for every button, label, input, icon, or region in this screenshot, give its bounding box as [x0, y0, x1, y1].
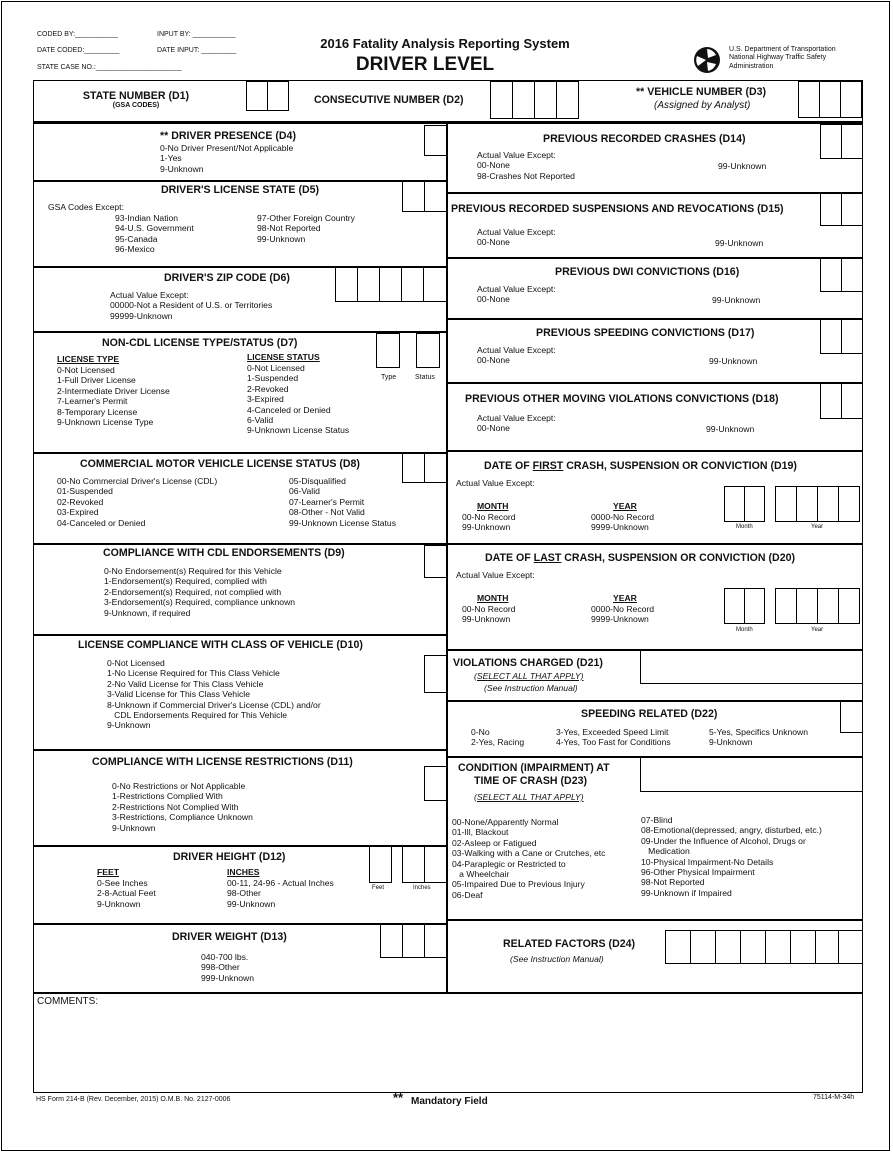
d11-codes: 0-No Restrictions or Not Applicable 1-Restrictions Complied With 2-Restrictions Not Complied With 3-Restrictions, Compliance Unknown 9-Unknown [112, 781, 253, 833]
d24-box-1[interactable] [665, 930, 691, 964]
d8-title: COMMERCIAL MOTOR VEHICLE LICENSE STATUS (D8) [80, 458, 360, 470]
d3-subtitle: (Assigned by Analyst) [654, 100, 751, 111]
d5-codes-col2: 97-Other Foreign Country 98-Not Reported 99-Unknown [257, 213, 355, 244]
d16-unknown: 99-Unknown [712, 295, 761, 305]
d20-year-label: Year [811, 627, 824, 633]
d20-month-codes: 00-No Record 99-Unknown [462, 604, 516, 625]
state-case-field[interactable]: STATE CASE NO.:______________________ [37, 64, 182, 71]
d20-year-head: YEAR [613, 593, 637, 603]
d20-month-box-2[interactable] [744, 588, 765, 624]
d10-title: LICENSE COMPLIANCE WITH CLASS OF VEHICLE (D10) [78, 639, 363, 651]
d16-box-1[interactable] [820, 258, 842, 292]
d21-title: VIOLATIONS CHARGED (D21) [453, 657, 603, 669]
d20-year-box-1[interactable] [775, 588, 797, 624]
d20-year-box-3[interactable] [817, 588, 839, 624]
d14-box-2[interactable] [841, 124, 863, 159]
d8-codes-col2: 05-Disqualified 06-Valid 07-Learner's Permit 08-Other - Not Valid 99-Unknown License Status [289, 476, 397, 528]
d13-title: DRIVER WEIGHT (D13) [172, 931, 287, 943]
d19-year-codes: 0000-No Record 9999-Unknown [591, 512, 655, 533]
d22-box[interactable] [840, 701, 863, 733]
d19-month-box-1[interactable] [724, 486, 745, 522]
d9-codes: 0-No Endorsement(s) Required for this Vehicle 1-Endorsement(s) Required, complied with 2-Endorsement(s) Required, not complied with 3-Endorsement(s) Required, compliance unknown 9-Unknown, if required [104, 566, 296, 618]
d19-month-label: Month [736, 524, 753, 530]
d14-unknown: 99-Unknown [718, 161, 767, 171]
d15-box-2[interactable] [841, 193, 863, 226]
d15-unknown: 99-Unknown [715, 238, 764, 248]
d20-year-codes: 0000-No Record 9999-Unknown [591, 604, 655, 625]
d4-title: ** DRIVER PRESENCE (D4) [160, 130, 296, 142]
d20-intro: Actual Value Except: [456, 570, 535, 580]
d6-codes: Actual Value Except: 00000-Not a Resident of U.S. or Territories 99999-Unknown [110, 290, 273, 321]
d23-select-all: (SELECT ALL THAT APPLY) [474, 792, 584, 802]
d24-note: (See Instruction Manual) [510, 954, 604, 964]
d19-intro: Actual Value Except: [456, 478, 535, 488]
d20-month-head: MONTH [477, 593, 509, 603]
d9-title: COMPLIANCE WITH CDL ENDORSEMENTS (D9) [103, 547, 345, 559]
d7-status-head: LICENSE STATUS [247, 352, 320, 362]
d17-unknown: 99-Unknown [709, 356, 758, 366]
d3-box-1[interactable] [798, 81, 820, 118]
d9-box[interactable] [424, 545, 447, 578]
d7-title: NON-CDL LICENSE TYPE/STATUS (D7) [102, 337, 298, 349]
d18-title: PREVIOUS OTHER MOVING VIOLATIONS CONVICTIONS (D18) [465, 393, 779, 405]
d12-inches-head: INCHES [227, 867, 260, 877]
d16-box-2[interactable] [841, 258, 863, 292]
footer-stars: ** [393, 1090, 404, 1105]
d12-feet-label: Feet [372, 885, 385, 891]
input-by-field[interactable]: INPUT BY: ___________ [157, 31, 236, 38]
d6-box-4[interactable] [401, 267, 424, 302]
d20-year-box-2[interactable] [796, 588, 818, 624]
d11-title: COMPLIANCE WITH LICENSE RESTRICTIONS (D11) [92, 756, 353, 768]
d11-box[interactable] [424, 766, 447, 801]
d18-box-2[interactable] [841, 383, 863, 419]
d3-box-2[interactable] [819, 81, 841, 118]
d24-box-7[interactable] [815, 930, 839, 964]
d19-month-codes: 00-No Record 99-Unknown [462, 512, 516, 533]
d19-year-head: YEAR [613, 501, 637, 511]
d2-box-3[interactable] [534, 81, 557, 119]
d21-select-all: (SELECT ALL THAT APPLY) [474, 671, 584, 681]
d20-title: DATE OF LAST CRASH, SUSPENSION OR CONVICTION (D20) [485, 552, 796, 564]
d10-box[interactable] [424, 655, 447, 693]
d12-title: DRIVER HEIGHT (D12) [173, 851, 286, 863]
d5-title: DRIVER'S LICENSE STATE (D5) [160, 184, 320, 196]
d24-box-3[interactable] [715, 930, 741, 964]
d21-entry-box[interactable] [640, 650, 863, 684]
d23-entry-box[interactable] [640, 757, 863, 792]
d1-box-1[interactable] [246, 81, 268, 111]
d24-box-5[interactable] [765, 930, 791, 964]
d1-subtitle: (GSA CODES) [112, 102, 160, 109]
d19-month-head: MONTH [477, 501, 509, 511]
system-title: 2016 Fatality Analysis Reporting System [320, 36, 570, 51]
d4-box[interactable] [424, 125, 447, 156]
d13-box-2[interactable] [402, 924, 425, 958]
d23-codes-col2: 07-Blind 08-Emotional(depressed, angry, disturbed, etc.) 09-Under the Influence of Alcohol, Drugs or Medication 10-Physical Impairment-No Details 96-Other Physical Impairment 98-Not Reported 99-Unknown if Impaired [641, 815, 822, 898]
d7-status-label: Status [415, 374, 435, 381]
d18-box-1[interactable] [820, 383, 842, 419]
d14-title: PREVIOUS RECORDED CRASHES (D14) [543, 133, 746, 145]
footer-form-number: HS Form 214-B (Rev. December, 2015) O.M.B. No. 2127-0006 [36, 1096, 231, 1103]
d2-box-4[interactable] [556, 81, 579, 119]
d8-box-1[interactable] [402, 453, 425, 483]
d3-title: ** VEHICLE NUMBER (D3) [636, 86, 767, 98]
d1-box-2[interactable] [267, 81, 289, 111]
dot-logo-icon [693, 46, 721, 74]
d17-box-2[interactable] [841, 319, 863, 354]
d6-title: DRIVER'S ZIP CODE (D6) [164, 272, 290, 284]
d8-codes-col1: 00-No Commercial Driver's License (CDL) 01-Suspended 02-Revoked 03-Expired 04-Canceled or Denied [57, 476, 218, 528]
d24-box-6[interactable] [790, 930, 816, 964]
footer-code: 75114-M-34h [813, 1094, 855, 1101]
d12-feet-codes: 0-See Inches 2-8-Actual Feet 9-Unknown [97, 878, 156, 909]
d14-box-1[interactable] [820, 124, 842, 159]
d15-codes: Actual Value Except: 00-None [477, 227, 556, 248]
d16-title: PREVIOUS DWI CONVICTIONS (D16) [555, 266, 740, 278]
d23-title-line2: TIME OF CRASH (D23) [474, 775, 588, 787]
d5-intro: GSA Codes Except: [48, 202, 124, 212]
d18-codes: Actual Value Except: 00-None [477, 413, 556, 434]
d19-year-box-1[interactable] [775, 486, 797, 522]
d12-feet-box[interactable] [369, 846, 392, 883]
d7-status-codes: 0-Not Licensed 1-Suspended 2-Revoked 3-Expired 4-Canceled or Denied 6-Valid 9-Unknown License Status [247, 363, 350, 436]
d22-codes-col2: 3-Yes, Exceeded Speed Limit 4-Yes, Too Fast for Conditions [556, 727, 671, 748]
d7-type-codes: 0-Not Licensed 1-Full Driver License 2-Intermediate Driver License 7-Learner's Permit 8-Temporary License 9-Unknown License Type [57, 365, 170, 428]
date-coded-field[interactable]: DATE CODED:_________ [37, 47, 120, 54]
d13-codes: 040-700 lbs. 998-Other 999-Unknown [201, 952, 255, 983]
d7-type-label: Type [381, 374, 397, 381]
d12-feet-head: FEET [97, 867, 119, 877]
d19-title: DATE OF FIRST CRASH, SUSPENSION OR CONVICTION (D19) [484, 460, 797, 472]
d21-note: (See Instruction Manual) [484, 683, 578, 693]
d13-box-1[interactable] [380, 924, 403, 958]
d12-inches-box-1[interactable] [402, 846, 425, 883]
d10-codes: 0-Not Licensed 1-No License Required for This Class Vehicle 2-No Valid License for This Class Vehicle 3-Valid License for This Class Vehicle 8-Unknown if Commercial Driver's License (CDL) and/or CDL Endorsements Required for This Vehicle 9-Unknown [107, 658, 321, 731]
d14-codes: Actual Value Except: 00-None 98-Crashes Not Reported [477, 150, 575, 181]
d19-year-box-3[interactable] [817, 486, 839, 522]
d24-box-8[interactable] [838, 930, 863, 964]
d17-box-1[interactable] [820, 319, 842, 354]
d17-codes: Actual Value Except: 00-None [477, 345, 556, 366]
d24-box-2[interactable] [690, 930, 716, 964]
date-input-field[interactable]: DATE INPUT: _________ [157, 47, 237, 54]
d5-box-1[interactable] [402, 181, 425, 212]
d15-box-1[interactable] [820, 193, 842, 226]
d19-year-box-4[interactable] [838, 486, 860, 522]
d18-unknown: 99-Unknown [706, 424, 755, 434]
d20-month-label: Month [736, 627, 753, 633]
d19-month-box-2[interactable] [744, 486, 765, 522]
d22-codes-col3: 5-Yes, Specifics Unknown 9-Unknown [709, 727, 809, 748]
d2-box-1[interactable] [490, 81, 513, 119]
d7-type-head: LICENSE TYPE [57, 354, 120, 364]
d6-box-2[interactable] [357, 267, 380, 302]
d7-type-box[interactable] [376, 333, 400, 368]
d6-box-5[interactable] [423, 267, 447, 302]
d20-year-box-4[interactable] [838, 588, 860, 624]
d3-box-3[interactable] [840, 81, 862, 118]
d12-inches-codes: 00-11, 24-96 - Actual Inches 98-Other 99-Unknown [227, 878, 334, 909]
d6-box-3[interactable] [379, 267, 402, 302]
coded-by-field[interactable]: CODED BY:___________ [37, 31, 118, 38]
d7-status-box[interactable] [416, 333, 440, 368]
footer-mandatory: Mandatory Field [411, 1096, 488, 1107]
d22-title: SPEEDING RELATED (D22) [581, 708, 718, 720]
d19-year-label: Year [811, 524, 824, 530]
comments-label: COMMENTS: [37, 996, 99, 1007]
form-title: DRIVER LEVEL [355, 54, 495, 75]
d5-codes-col1: 93-Indian Nation 94-U.S. Government 95-Canada 96-Mexico [115, 213, 194, 255]
d16-codes: Actual Value Except: 00-None [477, 284, 556, 305]
d13-box-3[interactable] [424, 924, 447, 958]
d15-title: PREVIOUS RECORDED SUSPENSIONS AND REVOCATIONS (D15) [451, 203, 784, 215]
d2-box-2[interactable] [512, 81, 535, 119]
d12-inches-label: Inches [413, 885, 431, 891]
d6-box-1[interactable] [335, 267, 358, 302]
d24-box-4[interactable] [740, 930, 766, 964]
d23-codes-col1: 00-None/Apparently Normal 01-Ill, Blackout 02-Asleep or Fatigued 03-Walking with a Cane or Crutches, etc 04-Paraplegic or Restricted to a Wheelchair 05-Impaired Due to Previous Injury 06-Deaf [452, 817, 606, 900]
d4-codes: 0-No Driver Present/Not Applicable 1-Yes 9-Unknown [160, 143, 294, 174]
d12-inches-box-2[interactable] [424, 846, 447, 883]
d2-title: CONSECUTIVE NUMBER (D2) [314, 94, 464, 106]
d19-year-box-2[interactable] [796, 486, 818, 522]
d5-box-2[interactable] [424, 181, 447, 212]
d8-box-2[interactable] [424, 453, 447, 483]
d1-title: STATE NUMBER (D1) [82, 90, 190, 102]
d22-codes-col1: 0-No 2-Yes, Racing [471, 727, 525, 748]
d24-title: RELATED FACTORS (D24) [503, 938, 636, 950]
d17-title: PREVIOUS SPEEDING CONVICTIONS (D17) [536, 327, 755, 339]
agency-name: U.S. Department of Transportation National Highway Traffic Safety Administration [729, 46, 836, 70]
comments-area[interactable] [34, 1008, 861, 1091]
d20-month-box-1[interactable] [724, 588, 745, 624]
d23-title-line1: CONDITION (IMPAIRMENT) AT [458, 762, 610, 774]
